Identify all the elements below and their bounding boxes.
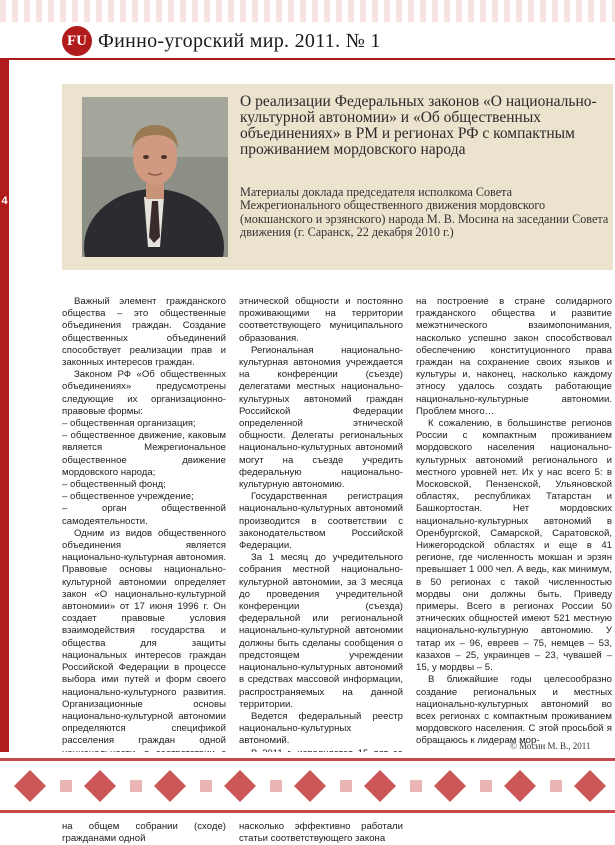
- article-title: О реализации Федеральных законов «О национально-культурной автономии» и «Об общественных объединениях» в РМ и регионах РФ с компактным проживанием мордовского народа: [240, 93, 597, 158]
- paragraph: насколько эффективно работали статьи соответствующего закона: [239, 820, 403, 844]
- article-subtitle: Материалы доклада председателя исполкома Совета Межрегионального общественного движения мордовского (мокшанского и эрзянского) народа М. В. Мосина на заседании Совета движения (г. Саранск, 22 декабря 2010 г.): [240, 185, 609, 240]
- list-item: – общественный фонд;: [62, 479, 166, 491]
- text-column-3: [416, 296, 612, 748]
- side-accent-bar: [0, 60, 9, 760]
- decorative-ornament-band: [0, 752, 615, 820]
- list-item: – общественное учреждение;: [62, 491, 194, 503]
- copyright-note: © Мосин М. В., 2011: [510, 741, 591, 751]
- paragraph: Важный элемент гражданского общества – это общественные объединения граждан. Создание общественных объединений способствует реализации прав и законных интересов граждан.: [62, 296, 226, 369]
- list-item: – общественное движение, каковым является Межрегиональное общественное движение мордовского народа;: [62, 430, 226, 478]
- paragraph: Одним из видов общественного объединения является национально-культурная автономия. Правовые основы национально-культурной автономии определяет закон «О национально-культурной автономии» от 17 июня 1996 г. Он создает правовые условия взаимодействия государства и общества для защиты национальных интересов граждан Российской Федерации в процессе выбора ими путей и форм своего национально-культурного развития. Организационные основы национально-культурной автономии определяются спецификой расселения граждан одной: [62, 527, 226, 747]
- page-number: 4: [0, 190, 9, 212]
- decorative-top-band: [0, 0, 615, 22]
- header-divider: [0, 58, 615, 60]
- paragraph: на построение в стране солидарного гражданского общества и развитие межэтнического взаимопонимания, насколько успешно закон способствовал обеспечению конституционного права граждан на сохранение своих языков и культуры и, наконец, насколько каждому этносу удалось создать работающие национально-культурные автономии. Проблем много…: [416, 296, 612, 417]
- paragraph: Ведется федеральный реестр национально-культурных автономий.: [239, 710, 403, 747]
- paragraph: Законом РФ «Об общественных объединениях» предусмотрены следующие их организационно-правовые формы:: [62, 369, 226, 417]
- paragraph: этнической общности и постоянно проживающими на территории соответствующего муниципального образования.: [239, 296, 403, 344]
- paragraph: В ближайшие годы целесообразно создание региональных и местных национально-культурных автономий во всех регионах с компактным проживанием мордовского населения. С этой просьбой я обращаюсь к лидерам мор-: [416, 674, 612, 747]
- portrait-photo: [82, 97, 228, 257]
- list-item: – орган общественной самодеятельности.: [62, 503, 226, 527]
- journal-logo: FU: [62, 26, 92, 56]
- paragraph: К сожалению, в большинстве регионов России с компактным проживанием мордовского населения национально-культурных автономий регионального и местного уровней нет. Их у нас всего 5: в Московской, Пензенской, Ульяновской областях, республиках Татарстан и Башкортостан. Нет мордовских национально-культурных автономий в Оренбургской, Самарской, Саратовской, Нижегородской областях и еще в 41 регионе, где численность мокшан и эрзян превышает 1 000 чел. А ведь, как минимум, в 50 регионах с такой численностью мордвы они должны быть. Приведу примеры. Всего в регионах России 50 этнических общностей имеют 521 местную национально-культурную автономию. У татар их – 96, евреев – 75, немцев – 53, казахов – 25, украинцев – 23, чувашей – 15, у мордвы – 5.: [416, 418, 612, 674]
- paragraph: За 1 месяц до учредительного собрания местной национально-культурной автономии, за 3 месяца до проведения учредительной конференции (съезда) федеральной или региональной национально-культурной автономии должны быть сделаны сообщения о предстоящем учреждении национально-культурных автономий в средствах массовой информации, распространяемых на данной территории.: [239, 552, 403, 710]
- paragraph: на общем собрании (сходе) гражданами одной: [62, 820, 226, 844]
- paragraph: Государственная регистрация национально-культурных автономий производится в соответствии с законодательством Российской Федерации.: [239, 491, 403, 552]
- journal-title: Финно-угорский мир. 2011. № 1: [98, 30, 381, 52]
- list-item: – общественная организация;: [62, 418, 196, 430]
- paragraph: Региональная национально-культурная автономия учреждается на конференции (съезде) делегатами местных национально-культурных автономий граждан Российской Федерации определенной этнической общности. Делегаты региональных национально-культурных автономий могут на съезде учредить федеральную национально-культурную автономию.: [239, 344, 403, 491]
